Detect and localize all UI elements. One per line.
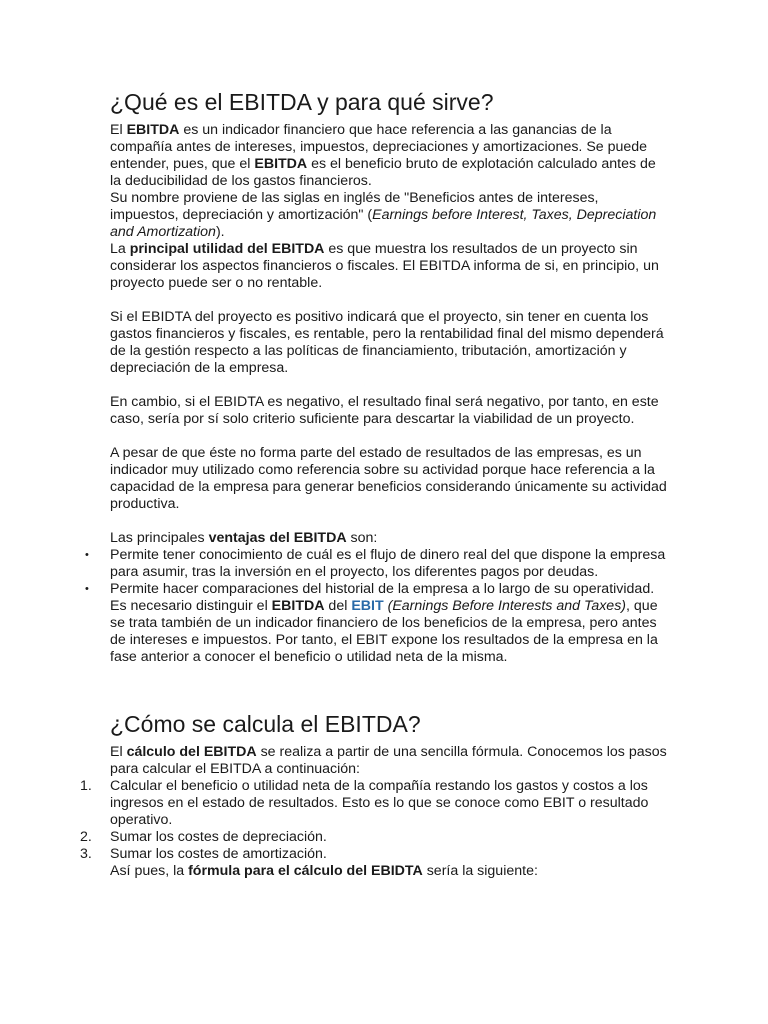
paragraph-calculation-intro: El cálculo del EBITDA se realiza a partir de una sencilla fórmula. Conocemos los pasos para calcular el EBITDA a continuación: — [110, 744, 667, 777]
paragraph-advantages-intro: Las principales ventajas del EBITDA son: — [110, 530, 378, 546]
calculation-steps-list — [80, 778, 670, 863]
paragraph-usage: A pesar de que éste no forma parte del estado de resultados de las empresas, es un indicador muy utilizado como referencia sobre su actividad porque hace referencia a la capacidad de la empresa para generar beneficios considerando únicamente su actividad productiva. — [110, 445, 667, 512]
section-title-what-is-ebitda: ¿Qué es el EBITDA y para qué sirve? — [110, 89, 494, 115]
paragraph-name-origin: Su nombre proviene de las siglas en inglés de "Beneficios antes de intereses, impuestos, depreciación y amortización" (Earnings before Interest, Taxes, Depreciation and Amortization). — [110, 190, 657, 240]
step-number: 3. — [80, 846, 92, 862]
list-item: 3. Sumar los costes de amortización. — [80, 846, 327, 862]
ebit-link[interactable]: EBIT — [351, 598, 384, 614]
paragraph-main-utility: La principal utilidad del EBITDA es que muestra los resultados de un proyecto sin considerar los aspectos financieros o fiscales. El EBITDA informa de si, en principio, un proyecto puede ser o no rentable. — [110, 241, 659, 291]
step-number: 1. — [80, 778, 92, 794]
bullet-icon: • — [85, 549, 89, 561]
paragraph-ebit-distinction: Es necesario distinguir el EBITDA del EBIT (Earnings Before Interests and Taxes), que se trata también de un indicador financiero de los beneficios de la empresa, pero antes de intereses e impuestos. Por tanto, el EBIT expone los resultados de la empresa en la fase anterior a conocer el beneficio o utilidad neta de la misma. — [110, 598, 658, 665]
list-item: • Permite hacer comparaciones del historial de la empresa a lo largo de su operatividad. — [85, 581, 655, 597]
advantages-list — [85, 547, 670, 598]
paragraph-negative-ebitda: En cambio, si el EBIDTA es negativo, el resultado final será negativo, por tanto, en este caso, sería por sí solo criterio suficiente para descartar la viabilidad de un proyecto. — [110, 394, 659, 427]
document-content — [80, 88, 670, 880]
paragraph-positive-ebitda: Si el EBIDTA del proyecto es positivo indicará que el proyecto, sin tener en cuenta los gastos financieros y fiscales, es rentable, pero la rentabilidad final del mismo dependerá de la gestión respecto a las políticas de financiamiento, tributación, amortización y depreciación de la empresa. — [110, 309, 664, 376]
list-item: • Permite tener conocimiento de cuál es el flujo de dinero real del que dispone la empresa para asumir, tras la inversión en el proyecto, los diferentes pagos por deudas. — [85, 547, 666, 580]
list-item: 1. Calcular el beneficio o utilidad neta de la compañía restando los gastos y costos a los ingresos en el estado de resultados. Esto es lo que se conoce como EBIT o resultado operativo. — [80, 778, 649, 828]
paragraph-definition: El EBITDA es un indicador financiero que hace referencia a las ganancias de la compañía antes de intereses, impuestos, depreciaciones y amortizaciones. Se puede entender, pues, que el EBITDA es el beneficio bruto de explotación calculado antes de la deducibilidad de los gastos financieros. — [110, 122, 656, 189]
bullet-icon: • — [85, 583, 89, 595]
step-number: 2. — [80, 829, 92, 845]
list-item: 2. Sumar los costes de depreciación. — [80, 829, 327, 845]
section-title-how-to-calculate: ¿Cómo se calcula el EBITDA? — [110, 711, 421, 737]
paragraph-formula-intro: Así pues, la fórmula para el cálculo del EBIDTA sería la siguiente: — [110, 863, 538, 879]
